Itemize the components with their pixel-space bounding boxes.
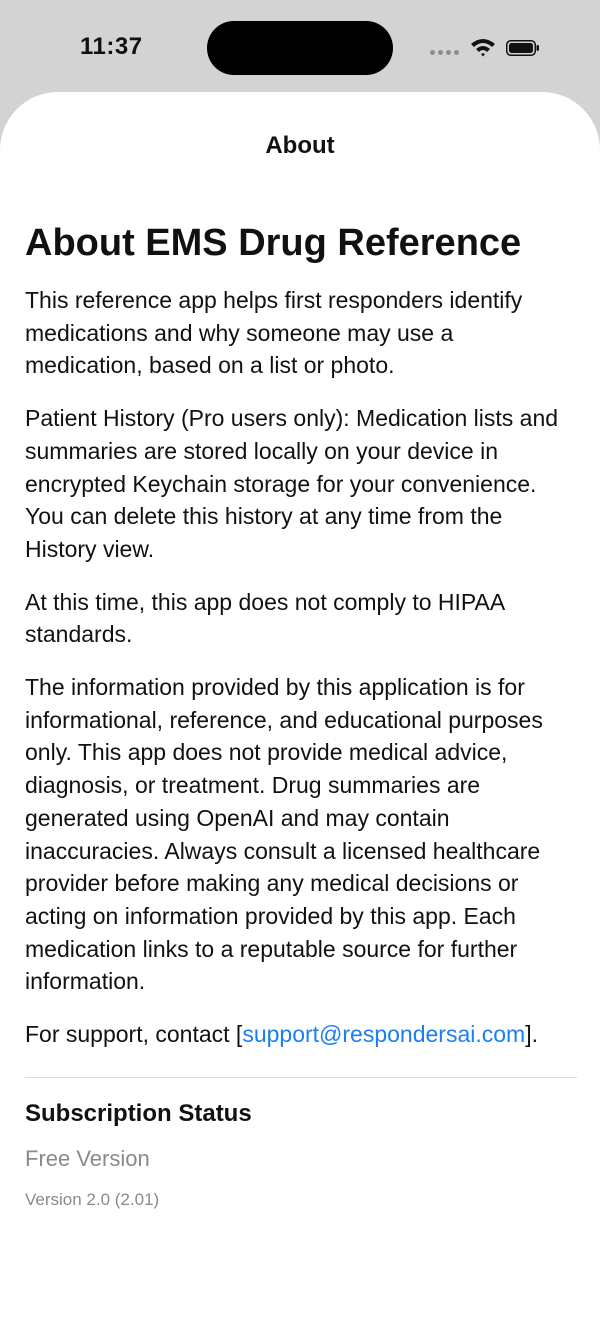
battery-icon — [506, 40, 540, 56]
page-title: About EMS Drug Reference — [25, 222, 522, 264]
hipaa-paragraph: At this time, this app does not comply to HIPAA standards. — [25, 588, 504, 648]
dynamic-island — [207, 21, 393, 75]
about-sheet — [0, 92, 600, 1322]
support-prefix: For support, contact [ — [25, 1021, 243, 1048]
signal-icon — [430, 50, 460, 56]
wifi-icon — [470, 37, 496, 57]
support-suffix: ]. — [525, 1021, 538, 1048]
version-label: Version 2.0 (2.01) — [25, 1189, 160, 1209]
disclaimer-paragraph: The information provided by this application is for informational, reference, and educational purposes only. This app does not provide medical advice, diagnosis, or treatment. Drug summaries are generated using OpenAI and may contain inaccuracies. Always consult a licensed healthcare provider before making any medical decisions or acting on information provided by this app. Each medication links to a reputable source for further information. — [25, 674, 543, 995]
intro-paragraph: This reference app helps first responders identify medications and why someone may use a medication, based on a list or photo. — [25, 287, 523, 379]
subscription-status: Free Version — [25, 1145, 150, 1171]
status-time: 11:37 — [80, 33, 143, 60]
about-content — [25, 220, 577, 1210]
status-bar — [0, 0, 600, 92]
support-email-link[interactable]: support@respondersai.com — [242, 1021, 526, 1048]
nav-title: About — [265, 132, 335, 159]
patient-history-paragraph: Patient History (Pro users only): Medication lists and summaries are stored locally on your device in encrypted Keychain storage for your convenience. You can delete this history at any time from the History view. — [25, 405, 559, 562]
subscription-heading: Subscription Status — [25, 1099, 252, 1127]
section-divider — [25, 1077, 577, 1078]
support-paragraph — [25, 1018, 577, 1051]
